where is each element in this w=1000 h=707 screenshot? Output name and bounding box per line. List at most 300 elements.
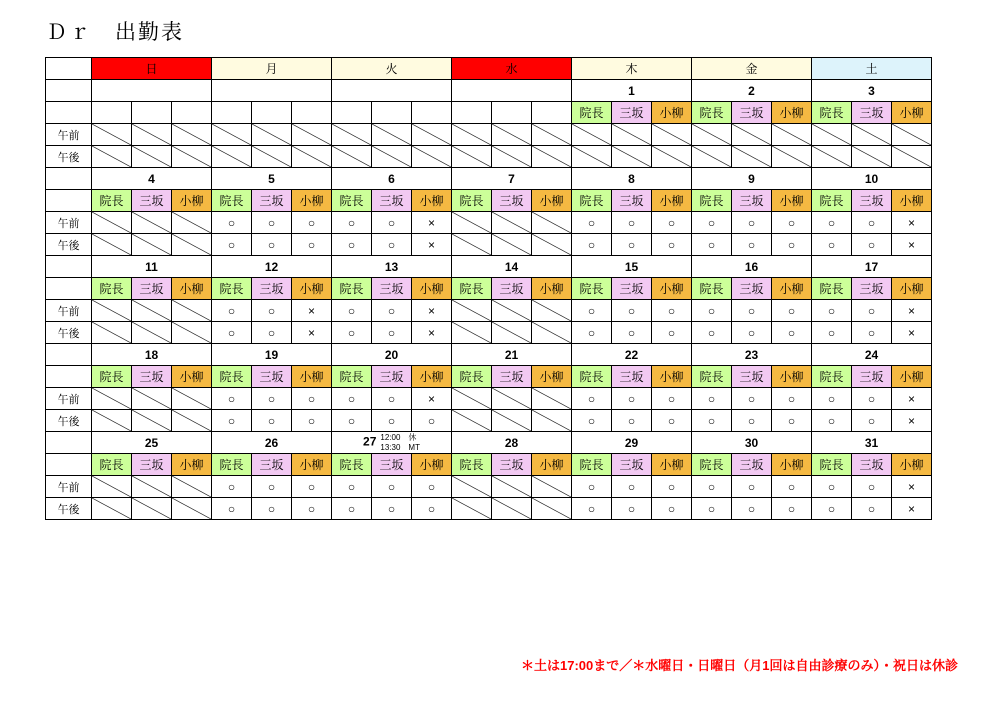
shift-cell-am[interactable]: [532, 388, 572, 410]
shift-cell-pm[interactable]: [92, 410, 132, 432]
date-number: 29: [624, 435, 639, 450]
doctor-name-misaka: 三坂: [492, 366, 532, 388]
doctor-name-incho: 院長: [212, 366, 252, 388]
shift-cell-pm[interactable]: ○: [372, 498, 412, 520]
shift-cell-am[interactable]: ○: [252, 212, 292, 234]
shift-cell-am[interactable]: ○: [692, 300, 732, 322]
shift-cell-am[interactable]: [172, 476, 212, 498]
shift-cell-pm[interactable]: ○: [332, 498, 372, 520]
shift-cell-pm[interactable]: [452, 410, 492, 432]
shift-cell-am[interactable]: ○: [692, 212, 732, 234]
shift-cell-am[interactable]: ×: [412, 212, 452, 234]
shift-cell-pm[interactable]: ○: [572, 498, 612, 520]
date-number: 24: [864, 347, 879, 362]
shift-cell-am[interactable]: ○: [732, 212, 772, 234]
shift-cell-am[interactable]: [732, 124, 772, 146]
shift-cell-am[interactable]: [492, 300, 532, 322]
shift-cell-am[interactable]: [532, 476, 572, 498]
shift-cell-am[interactable]: [92, 124, 132, 146]
shift-cell-am[interactable]: ○: [852, 300, 892, 322]
doctor-name-incho: 院長: [812, 366, 852, 388]
shift-cell-pm[interactable]: ○: [292, 410, 332, 432]
shift-cell-pm[interactable]: ○: [812, 234, 852, 256]
shift-cell-pm[interactable]: ○: [732, 410, 772, 432]
shift-cell-am[interactable]: ○: [652, 476, 692, 498]
shift-cell-am[interactable]: ○: [692, 388, 732, 410]
shift-cell-pm[interactable]: [852, 146, 892, 168]
shift-cell-pm[interactable]: ○: [772, 410, 812, 432]
shift-cell-am[interactable]: [492, 212, 532, 234]
shift-cell-pm[interactable]: [452, 322, 492, 344]
footnote: ＊土は17:00まで／＊水曜日・日曜日（月1回は自由診療のみ）・祝日は休診: [521, 658, 958, 673]
shift-cell-pm[interactable]: [412, 146, 452, 168]
shift-cell-am[interactable]: [452, 300, 492, 322]
doctor-name-empty: [292, 102, 332, 124]
doctor-name-koyanagi: 小柳: [292, 278, 332, 300]
doctor-name-misaka: 三坂: [492, 454, 532, 476]
shift-cell-am[interactable]: [92, 476, 132, 498]
doctor-name-koyanagi: 小柳: [772, 102, 812, 124]
shift-cell-pm[interactable]: [532, 498, 572, 520]
date-cell-31: [812, 432, 932, 454]
shift-cell-pm[interactable]: [172, 410, 212, 432]
doctor-name-koyanagi: 小柳: [412, 190, 452, 212]
shift-cell-am[interactable]: ×: [412, 388, 452, 410]
date-cell-14: [452, 256, 572, 278]
shift-cell-pm[interactable]: ○: [572, 410, 612, 432]
shift-cell-am[interactable]: ○: [292, 388, 332, 410]
date-number: 28: [504, 435, 519, 450]
weekday-header-sun: 日: [92, 58, 212, 80]
shift-cell-pm[interactable]: ○: [212, 498, 252, 520]
table-body: [46, 58, 932, 520]
shift-cell-pm[interactable]: [132, 498, 172, 520]
shift-cell-pm[interactable]: ○: [852, 410, 892, 432]
date-row-label: [46, 344, 92, 366]
date-cell-1: [572, 80, 692, 102]
shift-cell-pm[interactable]: [172, 234, 212, 256]
weekday-header-row: [46, 58, 932, 80]
shift-cell-am[interactable]: ○: [772, 476, 812, 498]
date-cell-28: [452, 432, 572, 454]
doctor-name-incho: 院長: [212, 278, 252, 300]
shift-cell-pm[interactable]: ○: [612, 498, 652, 520]
shift-cell-am[interactable]: ×: [892, 300, 932, 322]
doctor-name-misaka: 三坂: [732, 454, 772, 476]
shift-cell-am[interactable]: ○: [612, 300, 652, 322]
shift-cell-am[interactable]: ○: [572, 212, 612, 234]
shift-cell-pm[interactable]: ×: [892, 322, 932, 344]
doctor-name-misaka: 三坂: [132, 190, 172, 212]
doctor-name-misaka: 三坂: [732, 278, 772, 300]
shift-cell-pm[interactable]: ○: [252, 234, 292, 256]
shift-cell-am[interactable]: ○: [372, 212, 412, 234]
doctor-name-misaka: 三坂: [132, 278, 172, 300]
shift-cell-pm[interactable]: ○: [412, 410, 452, 432]
shift-cell-pm[interactable]: [92, 498, 132, 520]
doctor-name-misaka: 三坂: [252, 190, 292, 212]
doctor-name-koyanagi: 小柳: [412, 366, 452, 388]
shift-cell-pm[interactable]: ○: [772, 322, 812, 344]
shift-cell-pm[interactable]: [452, 146, 492, 168]
shift-cell-am[interactable]: ○: [372, 300, 412, 322]
shift-cell-pm[interactable]: [172, 146, 212, 168]
doctor-name-koyanagi: 小柳: [772, 278, 812, 300]
shift-cell-pm[interactable]: ○: [612, 322, 652, 344]
shift-cell-pm[interactable]: [92, 234, 132, 256]
shift-cell-pm[interactable]: [132, 410, 172, 432]
doctor-header-row: [46, 366, 932, 388]
shift-cell-am[interactable]: ○: [852, 476, 892, 498]
am-row-label: 午前: [46, 212, 92, 234]
shift-cell-pm[interactable]: [892, 146, 932, 168]
shift-cell-am[interactable]: ○: [332, 300, 372, 322]
shift-cell-am[interactable]: ○: [652, 300, 692, 322]
shift-cell-am[interactable]: ○: [212, 476, 252, 498]
shift-cell-am[interactable]: [332, 124, 372, 146]
shift-cell-am[interactable]: [772, 124, 812, 146]
shift-cell-pm[interactable]: ○: [292, 234, 332, 256]
shift-cell-am[interactable]: ○: [652, 212, 692, 234]
shift-cell-pm[interactable]: ○: [652, 498, 692, 520]
doctor-name-koyanagi: 小柳: [892, 454, 932, 476]
shift-cell-pm[interactable]: ○: [332, 322, 372, 344]
shift-cell-am[interactable]: ○: [572, 300, 612, 322]
shift-cell-am[interactable]: ○: [732, 300, 772, 322]
shift-cell-am[interactable]: [292, 124, 332, 146]
am-row-label: 午前: [46, 388, 92, 410]
shift-cell-pm[interactable]: [452, 498, 492, 520]
doctor-name-incho: 院長: [692, 278, 732, 300]
shift-cell-pm[interactable]: ○: [812, 498, 852, 520]
doctor-name-misaka: 三坂: [252, 278, 292, 300]
shift-cell-pm[interactable]: ○: [412, 498, 452, 520]
shift-cell-am[interactable]: ○: [812, 300, 852, 322]
doctor-name-incho: 院長: [452, 278, 492, 300]
shift-cell-am[interactable]: [492, 476, 532, 498]
shift-cell-pm[interactable]: [612, 146, 652, 168]
shift-cell-pm[interactable]: ×: [412, 322, 452, 344]
doctor-name-empty: [452, 102, 492, 124]
shift-cell-pm[interactable]: ○: [612, 410, 652, 432]
shift-cell-am[interactable]: [532, 300, 572, 322]
date-number: 22: [624, 347, 639, 362]
shift-cell-am[interactable]: [452, 388, 492, 410]
shift-cell-pm[interactable]: ×: [892, 410, 932, 432]
shift-cell-pm[interactable]: ○: [212, 410, 252, 432]
shift-cell-pm[interactable]: ×: [892, 234, 932, 256]
shift-cell-pm[interactable]: [572, 146, 612, 168]
shift-cell-am[interactable]: ○: [612, 476, 652, 498]
doctor-name-empty: [372, 102, 412, 124]
shift-cell-pm[interactable]: [172, 498, 212, 520]
doctor-name-incho: 院長: [572, 454, 612, 476]
shift-cell-am[interactable]: ○: [812, 212, 852, 234]
doctor-name-incho: 院長: [692, 454, 732, 476]
shift-cell-am[interactable]: [172, 212, 212, 234]
shift-cell-pm[interactable]: [772, 146, 812, 168]
shift-cell-pm[interactable]: ○: [812, 322, 852, 344]
shift-cell-am[interactable]: ○: [212, 388, 252, 410]
date-cell-27: [332, 432, 452, 454]
shift-cell-am[interactable]: [572, 124, 612, 146]
shift-cell-am[interactable]: ○: [412, 476, 452, 498]
shift-cell-pm[interactable]: ○: [572, 234, 612, 256]
doctor-header-row: [46, 278, 932, 300]
shift-cell-am[interactable]: [532, 212, 572, 234]
shift-cell-am[interactable]: ○: [812, 476, 852, 498]
shift-cell-am[interactable]: [132, 388, 172, 410]
shift-cell-pm[interactable]: ○: [292, 498, 332, 520]
shift-cell-am[interactable]: [652, 124, 692, 146]
shift-cell-pm[interactable]: ○: [252, 322, 292, 344]
shift-cell-am[interactable]: [132, 476, 172, 498]
doctor-header-label: [46, 278, 92, 300]
shift-cell-pm[interactable]: ○: [332, 234, 372, 256]
doctor-name-misaka: 三坂: [852, 366, 892, 388]
shift-cell-am[interactable]: ○: [332, 388, 372, 410]
shift-cell-pm[interactable]: ○: [612, 234, 652, 256]
shift-cell-pm[interactable]: [692, 146, 732, 168]
doctor-name-empty: [412, 102, 452, 124]
shift-cell-pm[interactable]: ○: [212, 322, 252, 344]
shift-cell-pm[interactable]: ○: [772, 498, 812, 520]
doctor-name-empty: [132, 102, 172, 124]
date-cell-empty: [92, 80, 212, 102]
shift-cell-pm[interactable]: [332, 146, 372, 168]
doctor-name-koyanagi: 小柳: [532, 190, 572, 212]
shift-cell-am[interactable]: ○: [252, 388, 292, 410]
shift-cell-am[interactable]: ○: [292, 476, 332, 498]
date-number: 23: [744, 347, 759, 362]
doctor-name-koyanagi: 小柳: [892, 278, 932, 300]
shift-cell-pm[interactable]: ○: [372, 322, 412, 344]
weekday-header-sat: 土: [812, 58, 932, 80]
doctor-name-incho: 院長: [332, 454, 372, 476]
shift-cell-pm[interactable]: ○: [372, 234, 412, 256]
shift-cell-am[interactable]: ×: [892, 476, 932, 498]
shift-cell-pm[interactable]: [132, 234, 172, 256]
shift-cell-am[interactable]: ○: [372, 388, 412, 410]
shift-cell-pm[interactable]: ○: [772, 234, 812, 256]
shift-cell-pm[interactable]: ○: [692, 322, 732, 344]
shift-cell-am[interactable]: ×: [892, 212, 932, 234]
shift-cell-pm[interactable]: ○: [812, 410, 852, 432]
shift-cell-pm[interactable]: ○: [652, 410, 692, 432]
doctor-name-incho: 院長: [572, 190, 612, 212]
shift-cell-pm[interactable]: [532, 234, 572, 256]
shift-cell-pm[interactable]: [532, 146, 572, 168]
date-row-label: [46, 432, 92, 454]
doctor-name-incho: 院長: [812, 190, 852, 212]
doctor-name-misaka: 三坂: [732, 102, 772, 124]
shift-cell-pm[interactable]: ○: [852, 498, 892, 520]
shift-cell-am[interactable]: [892, 124, 932, 146]
shift-cell-am[interactable]: [132, 124, 172, 146]
shift-cell-am[interactable]: ×: [292, 300, 332, 322]
doctor-header-row: [46, 102, 932, 124]
shift-cell-pm[interactable]: ×: [292, 322, 332, 344]
date-cell-29: [572, 432, 692, 454]
shift-cell-am[interactable]: ○: [692, 476, 732, 498]
shift-cell-am[interactable]: ○: [772, 300, 812, 322]
shift-cell-pm[interactable]: ○: [852, 234, 892, 256]
date-cell-2: [692, 80, 812, 102]
shift-cell-pm[interactable]: ○: [652, 322, 692, 344]
shift-cell-pm[interactable]: [492, 498, 532, 520]
shift-cell-pm[interactable]: [532, 410, 572, 432]
shift-cell-pm[interactable]: ○: [732, 234, 772, 256]
pm-row-label: 午後: [46, 234, 92, 256]
shift-cell-pm[interactable]: ○: [852, 322, 892, 344]
shift-cell-pm[interactable]: [132, 146, 172, 168]
date-number: 11: [145, 259, 158, 274]
shift-cell-pm[interactable]: [492, 410, 532, 432]
shift-cell-pm[interactable]: [252, 146, 292, 168]
shift-cell-pm[interactable]: ○: [652, 234, 692, 256]
shift-cell-pm[interactable]: ×: [412, 234, 452, 256]
shift-cell-pm[interactable]: ○: [332, 410, 372, 432]
date-row: [46, 80, 932, 102]
shift-cell-pm[interactable]: [132, 322, 172, 344]
date-number: 19: [264, 347, 279, 362]
shift-cell-am[interactable]: ○: [652, 388, 692, 410]
doctor-header-row: [46, 190, 932, 212]
shift-cell-am[interactable]: [212, 124, 252, 146]
shift-cell-am[interactable]: ○: [812, 388, 852, 410]
shift-cell-am[interactable]: ○: [572, 388, 612, 410]
shift-cell-pm[interactable]: ○: [252, 498, 292, 520]
shift-cell-am[interactable]: [492, 124, 532, 146]
shift-cell-am[interactable]: [452, 124, 492, 146]
shift-cell-pm[interactable]: ○: [732, 322, 772, 344]
schedule-table: [45, 57, 932, 520]
shift-cell-pm[interactable]: ○: [692, 234, 732, 256]
date-number: 16: [744, 259, 759, 274]
shift-cell-am[interactable]: [532, 124, 572, 146]
shift-cell-am[interactable]: [852, 124, 892, 146]
shift-cell-am[interactable]: ○: [732, 388, 772, 410]
shift-cell-am[interactable]: [172, 124, 212, 146]
shift-cell-am[interactable]: ○: [292, 212, 332, 234]
shift-cell-pm[interactable]: ○: [212, 234, 252, 256]
shift-cell-am[interactable]: [372, 124, 412, 146]
pm-row: [46, 498, 932, 520]
shift-cell-am[interactable]: [132, 212, 172, 234]
doctor-name-koyanagi: 小柳: [412, 454, 452, 476]
shift-cell-pm[interactable]: ×: [892, 498, 932, 520]
shift-cell-pm[interactable]: ○: [252, 410, 292, 432]
shift-cell-pm[interactable]: [452, 234, 492, 256]
shift-cell-am[interactable]: ○: [772, 212, 812, 234]
date-cell-21: [452, 344, 572, 366]
shift-cell-pm[interactable]: [812, 146, 852, 168]
shift-cell-am[interactable]: ×: [892, 388, 932, 410]
shift-cell-am[interactable]: ○: [572, 476, 612, 498]
shift-cell-pm[interactable]: ○: [692, 498, 732, 520]
shift-cell-pm[interactable]: [492, 234, 532, 256]
shift-cell-am[interactable]: ○: [732, 476, 772, 498]
doctor-name-koyanagi: 小柳: [292, 454, 332, 476]
doctor-header-row: [46, 454, 932, 476]
shift-cell-am[interactable]: [452, 212, 492, 234]
doctor-name-koyanagi: 小柳: [532, 366, 572, 388]
shift-cell-am[interactable]: ○: [212, 300, 252, 322]
shift-cell-pm[interactable]: [172, 322, 212, 344]
shift-cell-pm[interactable]: [492, 322, 532, 344]
doctor-name-koyanagi: 小柳: [772, 190, 812, 212]
shift-cell-am[interactable]: ○: [852, 212, 892, 234]
shift-cell-am[interactable]: [452, 476, 492, 498]
shift-cell-am[interactable]: [812, 124, 852, 146]
shift-cell-pm[interactable]: ○: [692, 410, 732, 432]
shift-cell-am[interactable]: [412, 124, 452, 146]
shift-cell-am[interactable]: ○: [252, 476, 292, 498]
date-cell-16: [692, 256, 812, 278]
shift-cell-pm[interactable]: ○: [372, 410, 412, 432]
doctor-name-misaka: 三坂: [492, 190, 532, 212]
date-row: [46, 344, 932, 366]
shift-cell-pm[interactable]: [372, 146, 412, 168]
shift-cell-am[interactable]: ○: [612, 388, 652, 410]
shift-cell-pm[interactable]: [92, 146, 132, 168]
shift-cell-am[interactable]: [92, 300, 132, 322]
shift-cell-pm[interactable]: [92, 322, 132, 344]
shift-cell-am[interactable]: [172, 388, 212, 410]
date-cell-19: [212, 344, 332, 366]
date-row: [46, 432, 932, 454]
shift-cell-am[interactable]: ×: [412, 300, 452, 322]
shift-cell-am[interactable]: ○: [772, 388, 812, 410]
shift-cell-am[interactable]: [132, 300, 172, 322]
shift-cell-am[interactable]: ○: [372, 476, 412, 498]
shift-cell-am[interactable]: ○: [332, 212, 372, 234]
shift-cell-pm[interactable]: [532, 322, 572, 344]
shift-cell-pm[interactable]: [212, 146, 252, 168]
weekday-header-spacer: [46, 58, 92, 80]
doctor-name-koyanagi: 小柳: [652, 454, 692, 476]
shift-cell-am[interactable]: ○: [612, 212, 652, 234]
shift-cell-am[interactable]: [172, 300, 212, 322]
shift-cell-am[interactable]: ○: [212, 212, 252, 234]
shift-cell-pm[interactable]: ○: [572, 322, 612, 344]
shift-cell-am[interactable]: [612, 124, 652, 146]
am-row: [46, 212, 932, 234]
shift-cell-am[interactable]: ○: [252, 300, 292, 322]
shift-cell-pm[interactable]: [652, 146, 692, 168]
date-number: 8: [628, 171, 635, 186]
date-number: 5: [268, 171, 275, 186]
shift-cell-am[interactable]: [92, 212, 132, 234]
doctor-name-empty: [492, 102, 532, 124]
shift-cell-am[interactable]: [492, 388, 532, 410]
shift-cell-pm[interactable]: [292, 146, 332, 168]
date-number: 25: [144, 435, 159, 450]
shift-cell-am[interactable]: [692, 124, 732, 146]
shift-cell-pm[interactable]: [492, 146, 532, 168]
shift-cell-am[interactable]: [92, 388, 132, 410]
date-number: 12: [264, 259, 279, 274]
shift-cell-am[interactable]: ○: [332, 476, 372, 498]
doctor-header-label: [46, 454, 92, 476]
date-number: 7: [508, 171, 515, 186]
shift-cell-am[interactable]: ○: [852, 388, 892, 410]
shift-cell-pm[interactable]: ○: [732, 498, 772, 520]
shift-cell-am[interactable]: [252, 124, 292, 146]
shift-cell-pm[interactable]: [732, 146, 772, 168]
am-row: [46, 124, 932, 146]
date-cell-26: [212, 432, 332, 454]
